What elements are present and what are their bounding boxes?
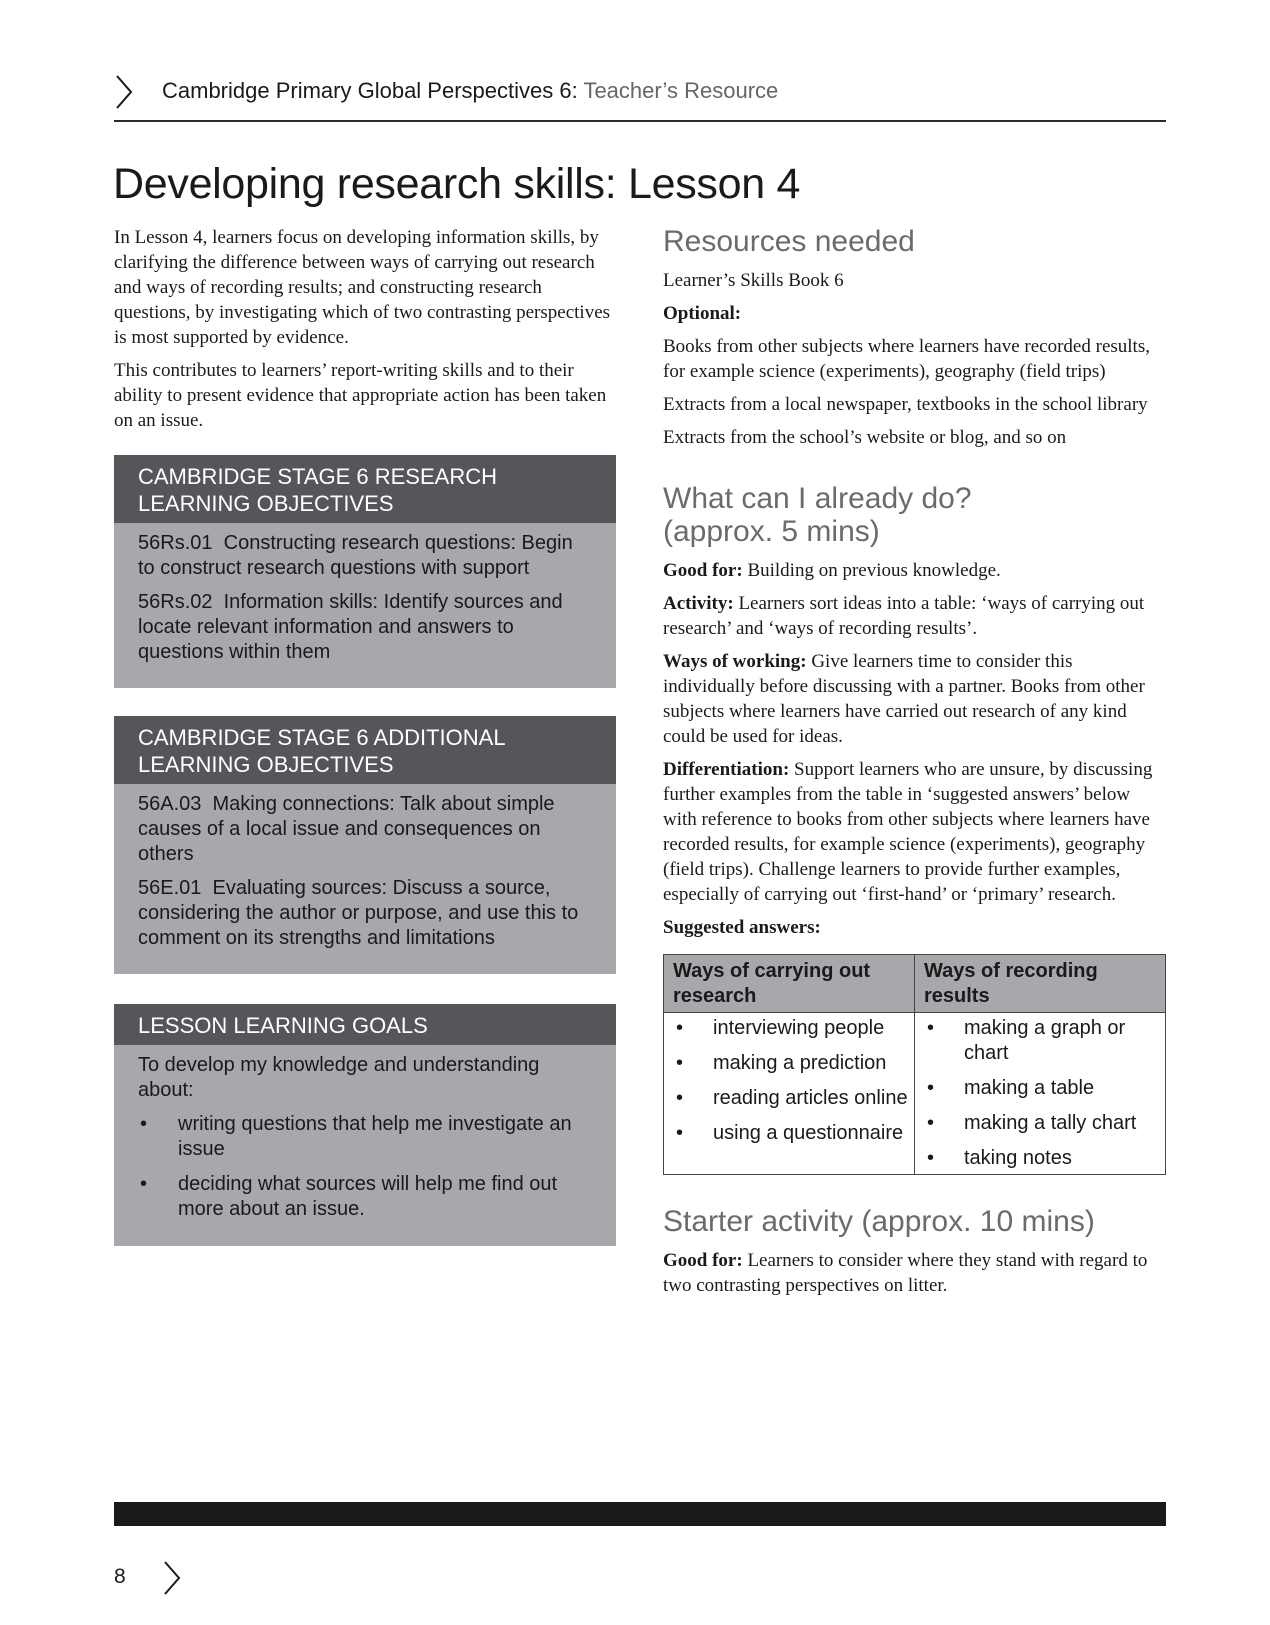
label: Activity: xyxy=(663,593,734,614)
text: Support learners who are unsure, by discussing further examples from the table in ‘suggested answers’ below with reference to books from other subjects where learners have recorded results, for example science (experiments), geography (field trips). Challenge learners to provide further examples, especially of carrying out ‘first-hand’ or ‘primary’ research. xyxy=(663,759,1153,905)
list-item: • making a table xyxy=(924,1076,1159,1101)
objective xyxy=(138,876,592,951)
objective-code: 56A.03 xyxy=(138,793,202,815)
label: Differentiation: xyxy=(663,759,790,780)
list-item: • using a questionnaire xyxy=(673,1121,908,1146)
list-item: • deciding what sources will help me find out more about an issue. xyxy=(138,1172,592,1222)
table-header: Ways of carrying out research xyxy=(664,955,915,1013)
footer-bar xyxy=(114,1502,1166,1526)
suggested-answers-table xyxy=(663,954,1166,1175)
table-header: Ways of recording results xyxy=(915,955,1166,1013)
label: Good for: xyxy=(663,1250,743,1271)
label: Ways of working: xyxy=(663,651,807,672)
table-cell xyxy=(915,1013,1166,1175)
box-heading: CAMBRIDGE STAGE 6 RESEARCH LEARNING OBJECTIVES xyxy=(114,455,616,523)
intro-paragraph: This contributes to learners’ report-writing skills and to their ability to present evidence that appropriate action has been taken on an issue. xyxy=(114,360,607,431)
list-item: • taking notes xyxy=(924,1146,1159,1171)
objective xyxy=(138,531,592,581)
text: Learners sort ideas into a table: ‘ways of carrying out research’ and ‘ways of recording results’. xyxy=(663,593,1145,639)
starter-heading: Starter activity (approx. 10 mins) xyxy=(663,1205,1095,1238)
objective xyxy=(138,792,592,867)
list-item: • making a graph or chart xyxy=(924,1016,1159,1066)
objective-text: Constructing research questions: Begin to construct research questions with support xyxy=(138,532,573,579)
text: Building on previous knowledge. xyxy=(747,560,1001,581)
ways-of-working xyxy=(663,649,1166,749)
page-number: 8 xyxy=(114,1565,126,1588)
goals-intro: To develop my knowledge and understanding about: xyxy=(138,1054,540,1101)
goals-list xyxy=(138,1112,592,1222)
page-title: Developing research skills: Lesson 4 xyxy=(113,160,801,208)
resource-item: Extracts from the school’s website or blog, and so on xyxy=(663,427,1067,448)
objective-text: Information skills: Identify sources and locate relevant information and answers to questions within them xyxy=(138,591,563,663)
table-cell xyxy=(664,1013,915,1175)
chevron-right-icon xyxy=(114,74,134,110)
resource-book: Learner’s Skills Book 6 xyxy=(663,270,844,291)
objective-code: 56Rs.01 xyxy=(138,532,213,554)
header-text xyxy=(162,78,778,104)
already-do-heading: What can I already do? (approx. 5 mins) xyxy=(663,482,972,548)
objective xyxy=(138,590,592,665)
objective-text: Evaluating sources: Discuss a source, considering the author or purpose, and use this to comment on its strengths and limitations xyxy=(138,877,579,949)
intro-paragraph: In Lesson 4, learners focus on developing information skills, by clarifying the difference between ways of carrying out research and ways of recording results; and constructing research questions, by investigating which of two contrasting perspectives is most supported by evidence. xyxy=(114,227,611,348)
objective-text: Making connections: Talk about simple causes of a local issue and consequences on others xyxy=(138,793,555,865)
text: Learners to consider where they stand with regard to two contrasting perspectives on litter. xyxy=(663,1250,1148,1296)
running-header xyxy=(114,70,1166,122)
list-item: • writing questions that help me investigate an issue xyxy=(138,1112,592,1162)
book-title: Cambridge Primary Global Perspectives 6: xyxy=(162,78,578,103)
optional-label: Optional: xyxy=(663,303,742,324)
resources-heading: Resources needed xyxy=(663,225,915,258)
activity xyxy=(663,591,1166,641)
list-item: • reading articles online xyxy=(673,1086,908,1111)
lesson-goals-box xyxy=(114,1004,616,1246)
objective-code: 56Rs.02 xyxy=(138,591,213,613)
left-column xyxy=(114,225,616,1246)
objective-code: 56E.01 xyxy=(138,877,202,899)
box-heading: CAMBRIDGE STAGE 6 ADDITIONAL LEARNING OBJECTIVES xyxy=(114,716,616,784)
additional-objectives-box xyxy=(114,716,616,974)
resource-item: Extracts from a local newspaper, textbooks in the school library xyxy=(663,394,1148,415)
next-page-chevron-icon xyxy=(162,1560,182,1596)
list-item: • interviewing people xyxy=(673,1016,908,1041)
list-item: • making a tally chart xyxy=(924,1111,1159,1136)
research-objectives-box xyxy=(114,455,616,688)
suggested-answers-label: Suggested answers: xyxy=(663,917,821,938)
differentiation xyxy=(663,757,1166,907)
resource-name: Teacher’s Resource xyxy=(583,78,779,103)
resource-item: Books from other subjects where learners have recorded results, for example science (experiments), geography (field trips) xyxy=(663,336,1150,382)
text: Give learners time to consider this individually before discussing with a partner. Books from other subjects where learners have carried out research of any kind could be used for ideas. xyxy=(663,651,1145,747)
starter-good-for xyxy=(663,1248,1166,1298)
box-heading: LESSON LEARNING GOALS xyxy=(114,1004,616,1045)
label: Good for: xyxy=(663,560,743,581)
list-item: • making a prediction xyxy=(673,1051,908,1076)
right-column xyxy=(663,225,1166,1306)
good-for xyxy=(663,558,1166,583)
